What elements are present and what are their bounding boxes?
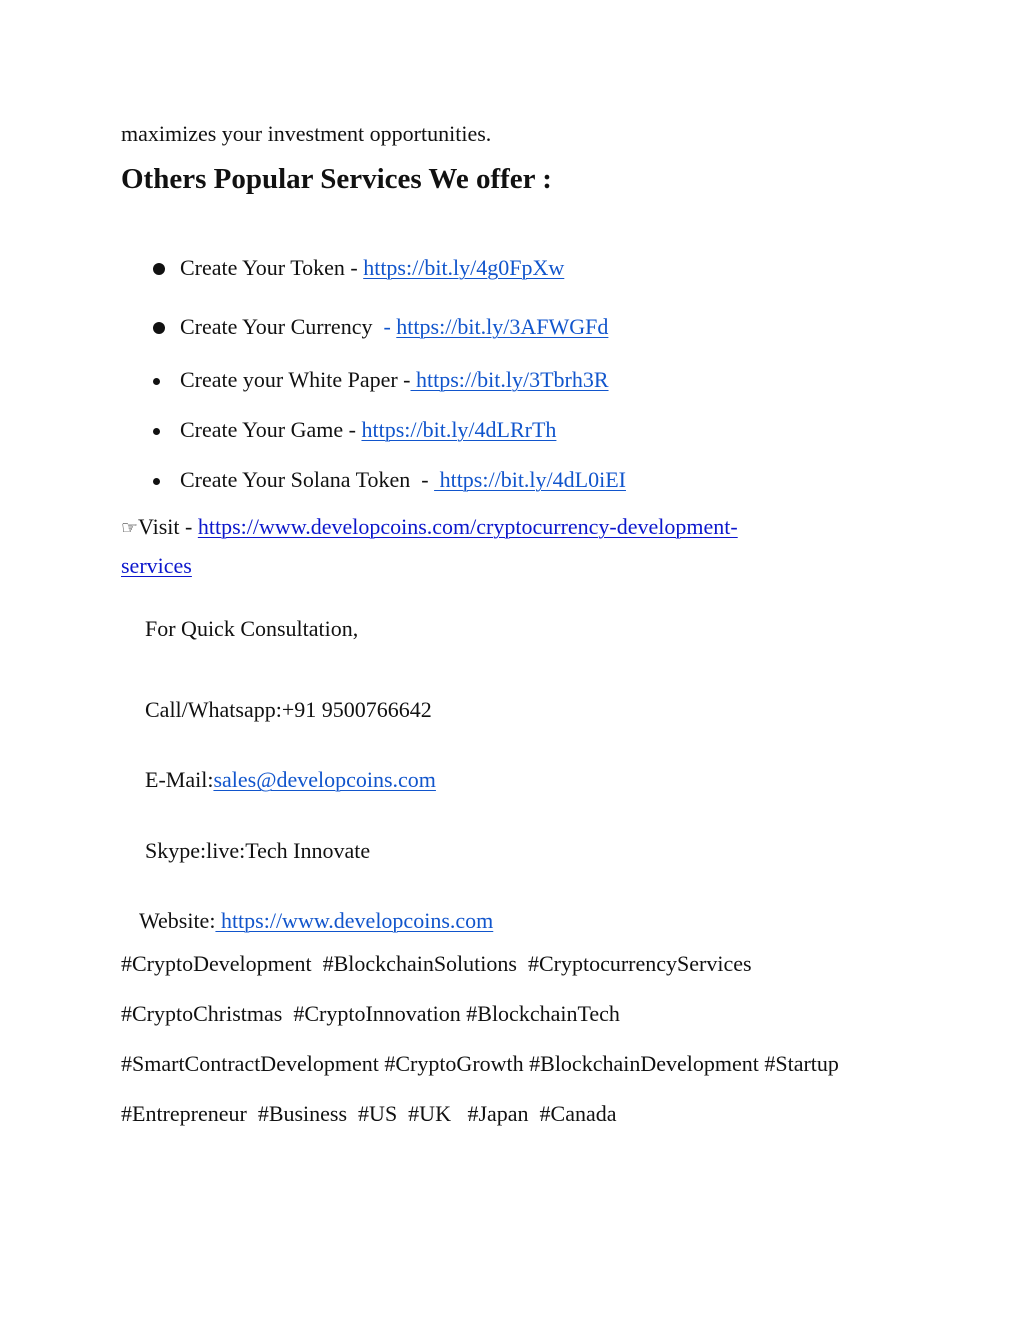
website-line [139, 908, 493, 934]
bullet-icon [153, 378, 160, 385]
visit-label: Visit - [138, 514, 198, 539]
quick-consultation: For Quick Consultation, [145, 616, 359, 641]
currency-dash: - [383, 314, 397, 339]
hashtag-line: #Entrepreneur #Business #US #UK #Japan #Canada [121, 1101, 617, 1126]
solana-link[interactable]: https://bit.ly/4dL0iEI [434, 467, 626, 492]
intro-text: maximizes your investment opportunities. [121, 121, 492, 146]
white-paper-link[interactable]: https://bit.ly/3Tbrh3R [410, 367, 609, 392]
bullet-icon [153, 263, 165, 275]
visit-link-part1[interactable]: https://www.developcoins.com/cryptocurrency-development- [197, 514, 738, 539]
service-label-currency: Create Your Currency [180, 314, 384, 339]
service-label-game: Create Your Game - [180, 417, 362, 442]
email-line [145, 767, 436, 793]
service-label-white-paper: Create your White Paper - [180, 367, 411, 392]
service-label-token: Create Your Token - [180, 255, 364, 280]
website-link[interactable]: https://www.developcoins.com [215, 908, 494, 933]
email-label: E-Mail: [145, 767, 214, 792]
call-whatsapp: Call/Whatsapp:+91 9500766642 [145, 697, 432, 722]
currency-link[interactable]: https://bit.ly/3AFWGFd [396, 314, 609, 339]
visit-line [121, 514, 738, 541]
services-heading: Others Popular Services We offer : [121, 163, 552, 195]
website-label: Website: [139, 908, 216, 933]
hashtag-line: #CryptoDevelopment #BlockchainSolutions #CryptocurrencyServices [121, 951, 752, 976]
hashtag-line: #SmartContractDevelopment #CryptoGrowth #BlockchainDevelopment #Startup [121, 1051, 839, 1076]
bullet-icon [153, 322, 165, 334]
bullet-icon [153, 478, 160, 485]
game-link[interactable]: https://bit.ly/4dLRrTh [361, 417, 557, 442]
visit-link-part2[interactable]: services [121, 553, 192, 578]
service-label-solana: Create Your Solana Token - [180, 467, 435, 492]
hashtag-line: #CryptoChristmas #CryptoInnovation #BlockchainTech [121, 1001, 620, 1026]
bullet-icon [153, 428, 160, 435]
pointing-hand-icon: ☞ [121, 517, 139, 539]
skype-line: Skype:live:Tech Innovate [145, 838, 371, 863]
email-link[interactable]: sales@developcoins.com [213, 767, 436, 792]
token-link[interactable]: https://bit.ly/4g0FpXw [363, 255, 565, 280]
